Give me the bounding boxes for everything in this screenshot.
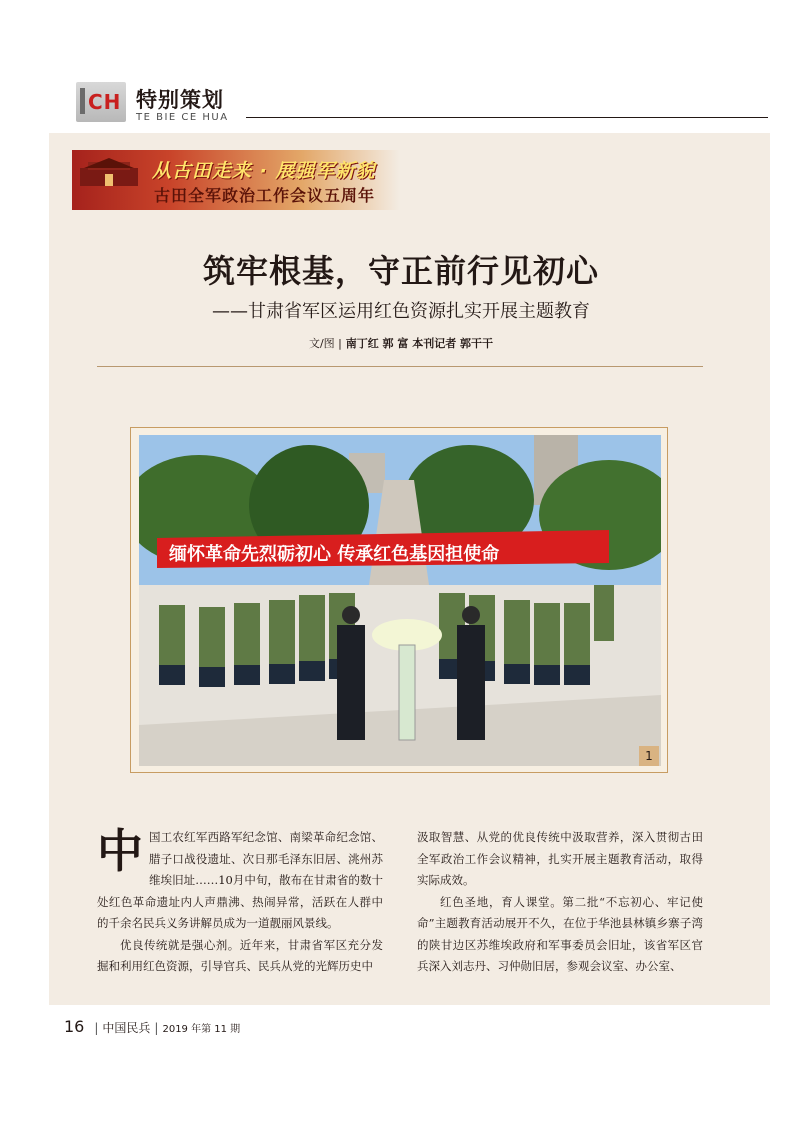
banner-subline: 古田全军政治工作会议五周年 <box>154 186 376 205</box>
banner-headline: 从古田走来 · 展强军新貌 <box>152 160 376 182</box>
byline-authors: 南丁红 郭 富 本刊记者 郭干干 <box>345 337 494 350</box>
dropcap: 中 <box>97 824 143 878</box>
byline <box>0 335 794 351</box>
series-banner <box>72 150 400 210</box>
paragraph: 红色圣地，育人课堂。第二批“不忘初心、牢记使命”主题教育活动展开不久，在位于华池县林镇乡寨子湾的陕甘边区苏维埃政府和军事委员会旧址，该省军区官兵深入刘志丹、习仲勋旧居，参观会议室、办公室、 <box>417 894 703 973</box>
paragraph: 优良传统就是强心剂。近年来，甘肃省军区充分发掘和利用红色资源，引导官兵、民兵从党的光辉历史中 <box>97 937 383 973</box>
header-rule <box>246 117 768 118</box>
paragraph <box>97 824 383 935</box>
section-pinyin: TE BIE CE HUA <box>136 112 229 123</box>
body-column-right <box>417 827 703 978</box>
photo-number: 1 <box>639 746 659 766</box>
section-title: 特别策划 <box>136 88 224 112</box>
ceremony-scene <box>139 435 661 766</box>
ceremony-photo <box>139 435 661 766</box>
logo-text: CH <box>88 90 122 114</box>
paragraph-text: 国工农红军西路军纪念馆、南梁革命纪念馆、腊子口战役遗址、次日那毛泽东旧居、洮州苏维埃旧址……10月中旬，散布在甘肃省的数十处红色革命遗址内人声鼎沸、热闹异常，活跃在人群中的千余名民兵义务讲解员成为一道靓丽风景线。 <box>97 830 383 930</box>
page-number: 16 <box>64 1017 85 1036</box>
byline-label: 文/图 | <box>308 337 342 350</box>
page-footer: 16 | 中国民兵 | 2019 年第 11 期 <box>64 1017 241 1036</box>
article-subtitle: ——甘肃省军区运用红色资源扎实开展主题教育 <box>212 301 590 322</box>
magazine-name: 中国民兵 <box>102 1021 151 1035</box>
banner-slogan: 缅怀革命先烈砺初心 传承红色基因担使命 <box>169 544 500 565</box>
article-title: 筑牢根基，守正前行见初心 <box>202 252 599 290</box>
ch-logo <box>76 82 126 122</box>
paragraph: 汲取智慧、从党的优良传统中汲取营养，深入贯彻古田全军政治工作会议精神，扎实开展主题教育活动，取得实际成效。 <box>417 830 703 887</box>
body-column-left <box>97 824 383 978</box>
gutian-gate-icon <box>78 158 140 188</box>
issue-label: 2019 年第 11 期 <box>162 1024 241 1035</box>
logo-bar <box>80 88 85 114</box>
title-rule <box>97 366 703 367</box>
